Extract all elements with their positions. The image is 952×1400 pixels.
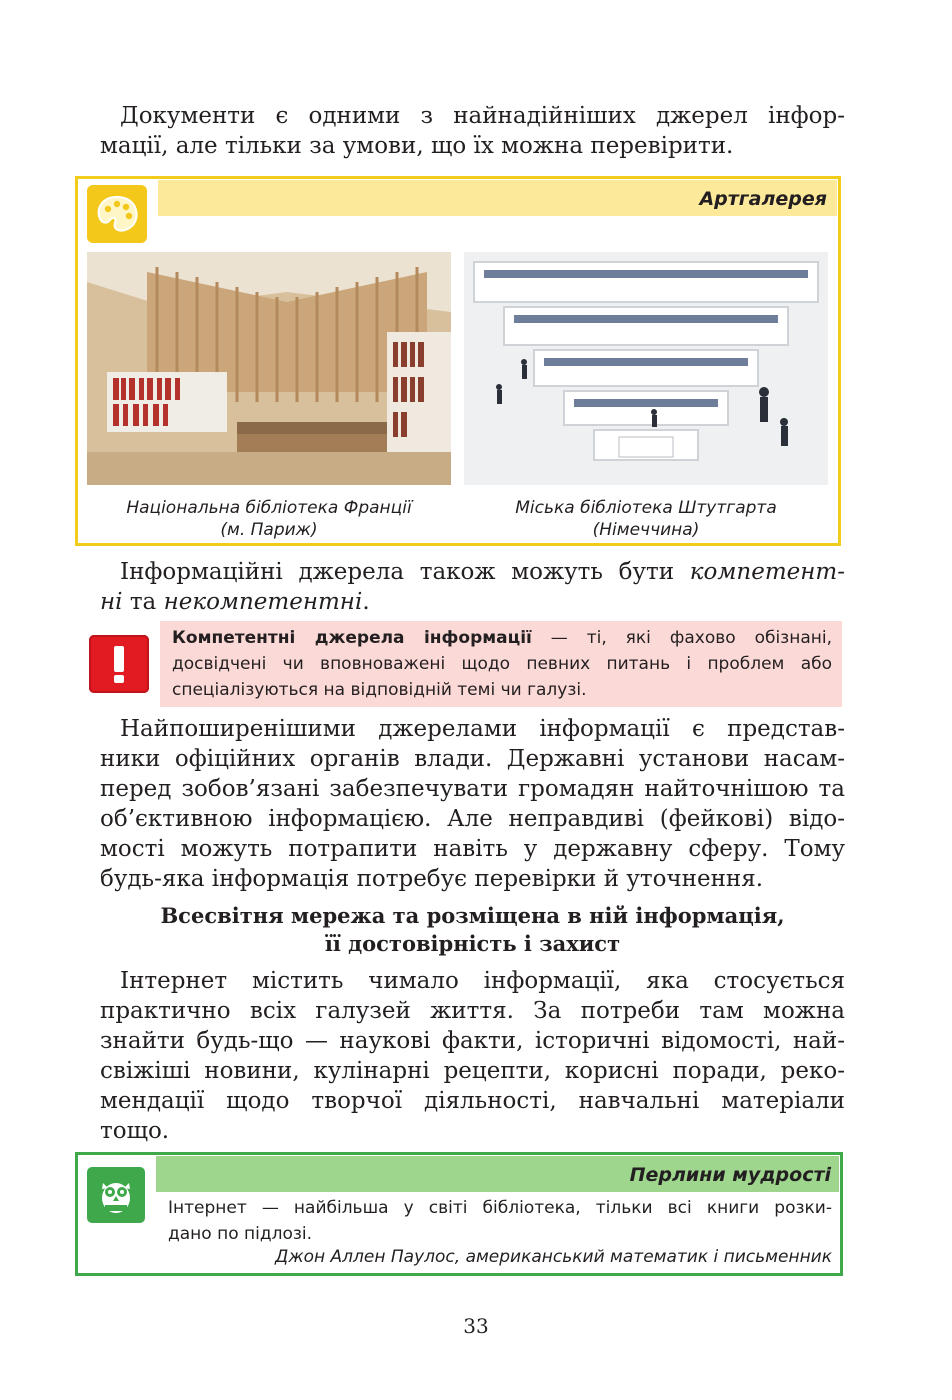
caption-paris-line-1: Національна бібліотека Франції [126, 498, 412, 518]
internet-line-5: мендації щодо творчої діяльності, навчальні матеріали [100, 1088, 845, 1114]
section-heading-line-2: її достовірність і захист [324, 931, 621, 956]
definition-line-1 [172, 625, 832, 651]
section-heading [100, 902, 845, 958]
official-line-2: ники офіційних органів влади. Державні установи насам- [100, 746, 845, 772]
sources-conjunction: та [122, 589, 164, 615]
intro-line-2: мації, але тільки за умови, що їх можна перевірити. [100, 133, 734, 159]
photo-stuttgart-library [464, 252, 828, 485]
internet-line-6: тощо. [100, 1118, 170, 1144]
wisdom-header-bar [156, 1156, 839, 1192]
caption-paris-line-2: (м. Париж) [220, 520, 318, 540]
gallery-title: Артгалерея [699, 188, 827, 210]
caption-stuttgart [464, 497, 828, 541]
wisdom-line-1: Інтернет — найбільша у світі бібліотека, тільки всі книги розки- [168, 1198, 832, 1218]
definition-box [160, 621, 842, 707]
internet-line-1: Інтернет містить чимало інформації, яка стосується [120, 968, 845, 994]
official-line-5: мості можуть потрапити навіть у державну сферу. Тому [100, 836, 845, 862]
official-line-3: перед зобов’язані забезпечувати громадян найточнішою та [100, 776, 845, 802]
wisdom-box [75, 1152, 843, 1276]
caption-stuttgart-line-1: Міська бібліотека Штутгарта [515, 498, 777, 518]
section-heading-line-1: Всесвітня мережа та розміщена в ній інформація, [160, 903, 785, 928]
exclamation-icon [89, 635, 149, 693]
wisdom-line-2: дано по підлозі. [168, 1224, 313, 1244]
photo-paris-library [87, 252, 451, 485]
wisdom-quote [168, 1195, 832, 1247]
definition-line-1-rest: — ті, які фахово обізнані, [531, 628, 832, 648]
official-line-1: Найпоширенішими джерелами інформації є представ- [120, 716, 845, 742]
internet-line-4: свіжіші новини, кулінарні рецепти, корисні поради, реко- [100, 1058, 845, 1084]
internet-paragraph [100, 966, 845, 1146]
sources-text: Інформаційні джерела також можуть бути [120, 559, 690, 585]
definition-term: Компетентні джерела інформації [172, 628, 532, 648]
wisdom-title: Перлини мудрості [629, 1164, 831, 1186]
art-gallery-box [75, 176, 841, 546]
page-number: 33 [463, 1314, 489, 1338]
official-line-6: будь-яка інформація потребує перевірки й уточнення. [100, 866, 764, 892]
intro-paragraph [100, 101, 845, 161]
internet-line-2: практично всіх галузей життя. За потреби там можна [100, 998, 845, 1024]
sources-paragraph [100, 557, 845, 617]
caption-stuttgart-line-2: (Німеччина) [592, 520, 700, 540]
sources-period: . [362, 589, 370, 615]
official-line-4: об’єктивною інформацією. Але неправдиві (фейкові) відо- [100, 806, 845, 832]
palette-icon [87, 185, 147, 243]
owl-icon [87, 1167, 145, 1223]
term-competent: компетент- [689, 559, 845, 585]
official-paragraph [100, 714, 845, 894]
definition-line-3: спеціалізуються на відповідній темі чи галузі. [172, 680, 587, 700]
caption-paris [87, 497, 451, 541]
internet-line-3: знайти будь-що — наукові факти, історичні відомості, най- [100, 1028, 845, 1054]
definition-text [172, 625, 832, 703]
term-incompetent: некомпетентні [163, 589, 363, 615]
sources-line-1 [100, 557, 845, 587]
gallery-header-bar [158, 180, 837, 216]
sources-line-2 [100, 587, 845, 617]
intro-line-1: Документи є одними з найнадійніших джерел інфор- [120, 103, 845, 129]
definition-line-2: досвідчені чи вповноважені щодо певних питань і проблем або [172, 654, 832, 674]
term-competent-end: ні [100, 589, 123, 615]
wisdom-author: Джон Аллен Паулос, американський математик і письменник [275, 1247, 832, 1267]
